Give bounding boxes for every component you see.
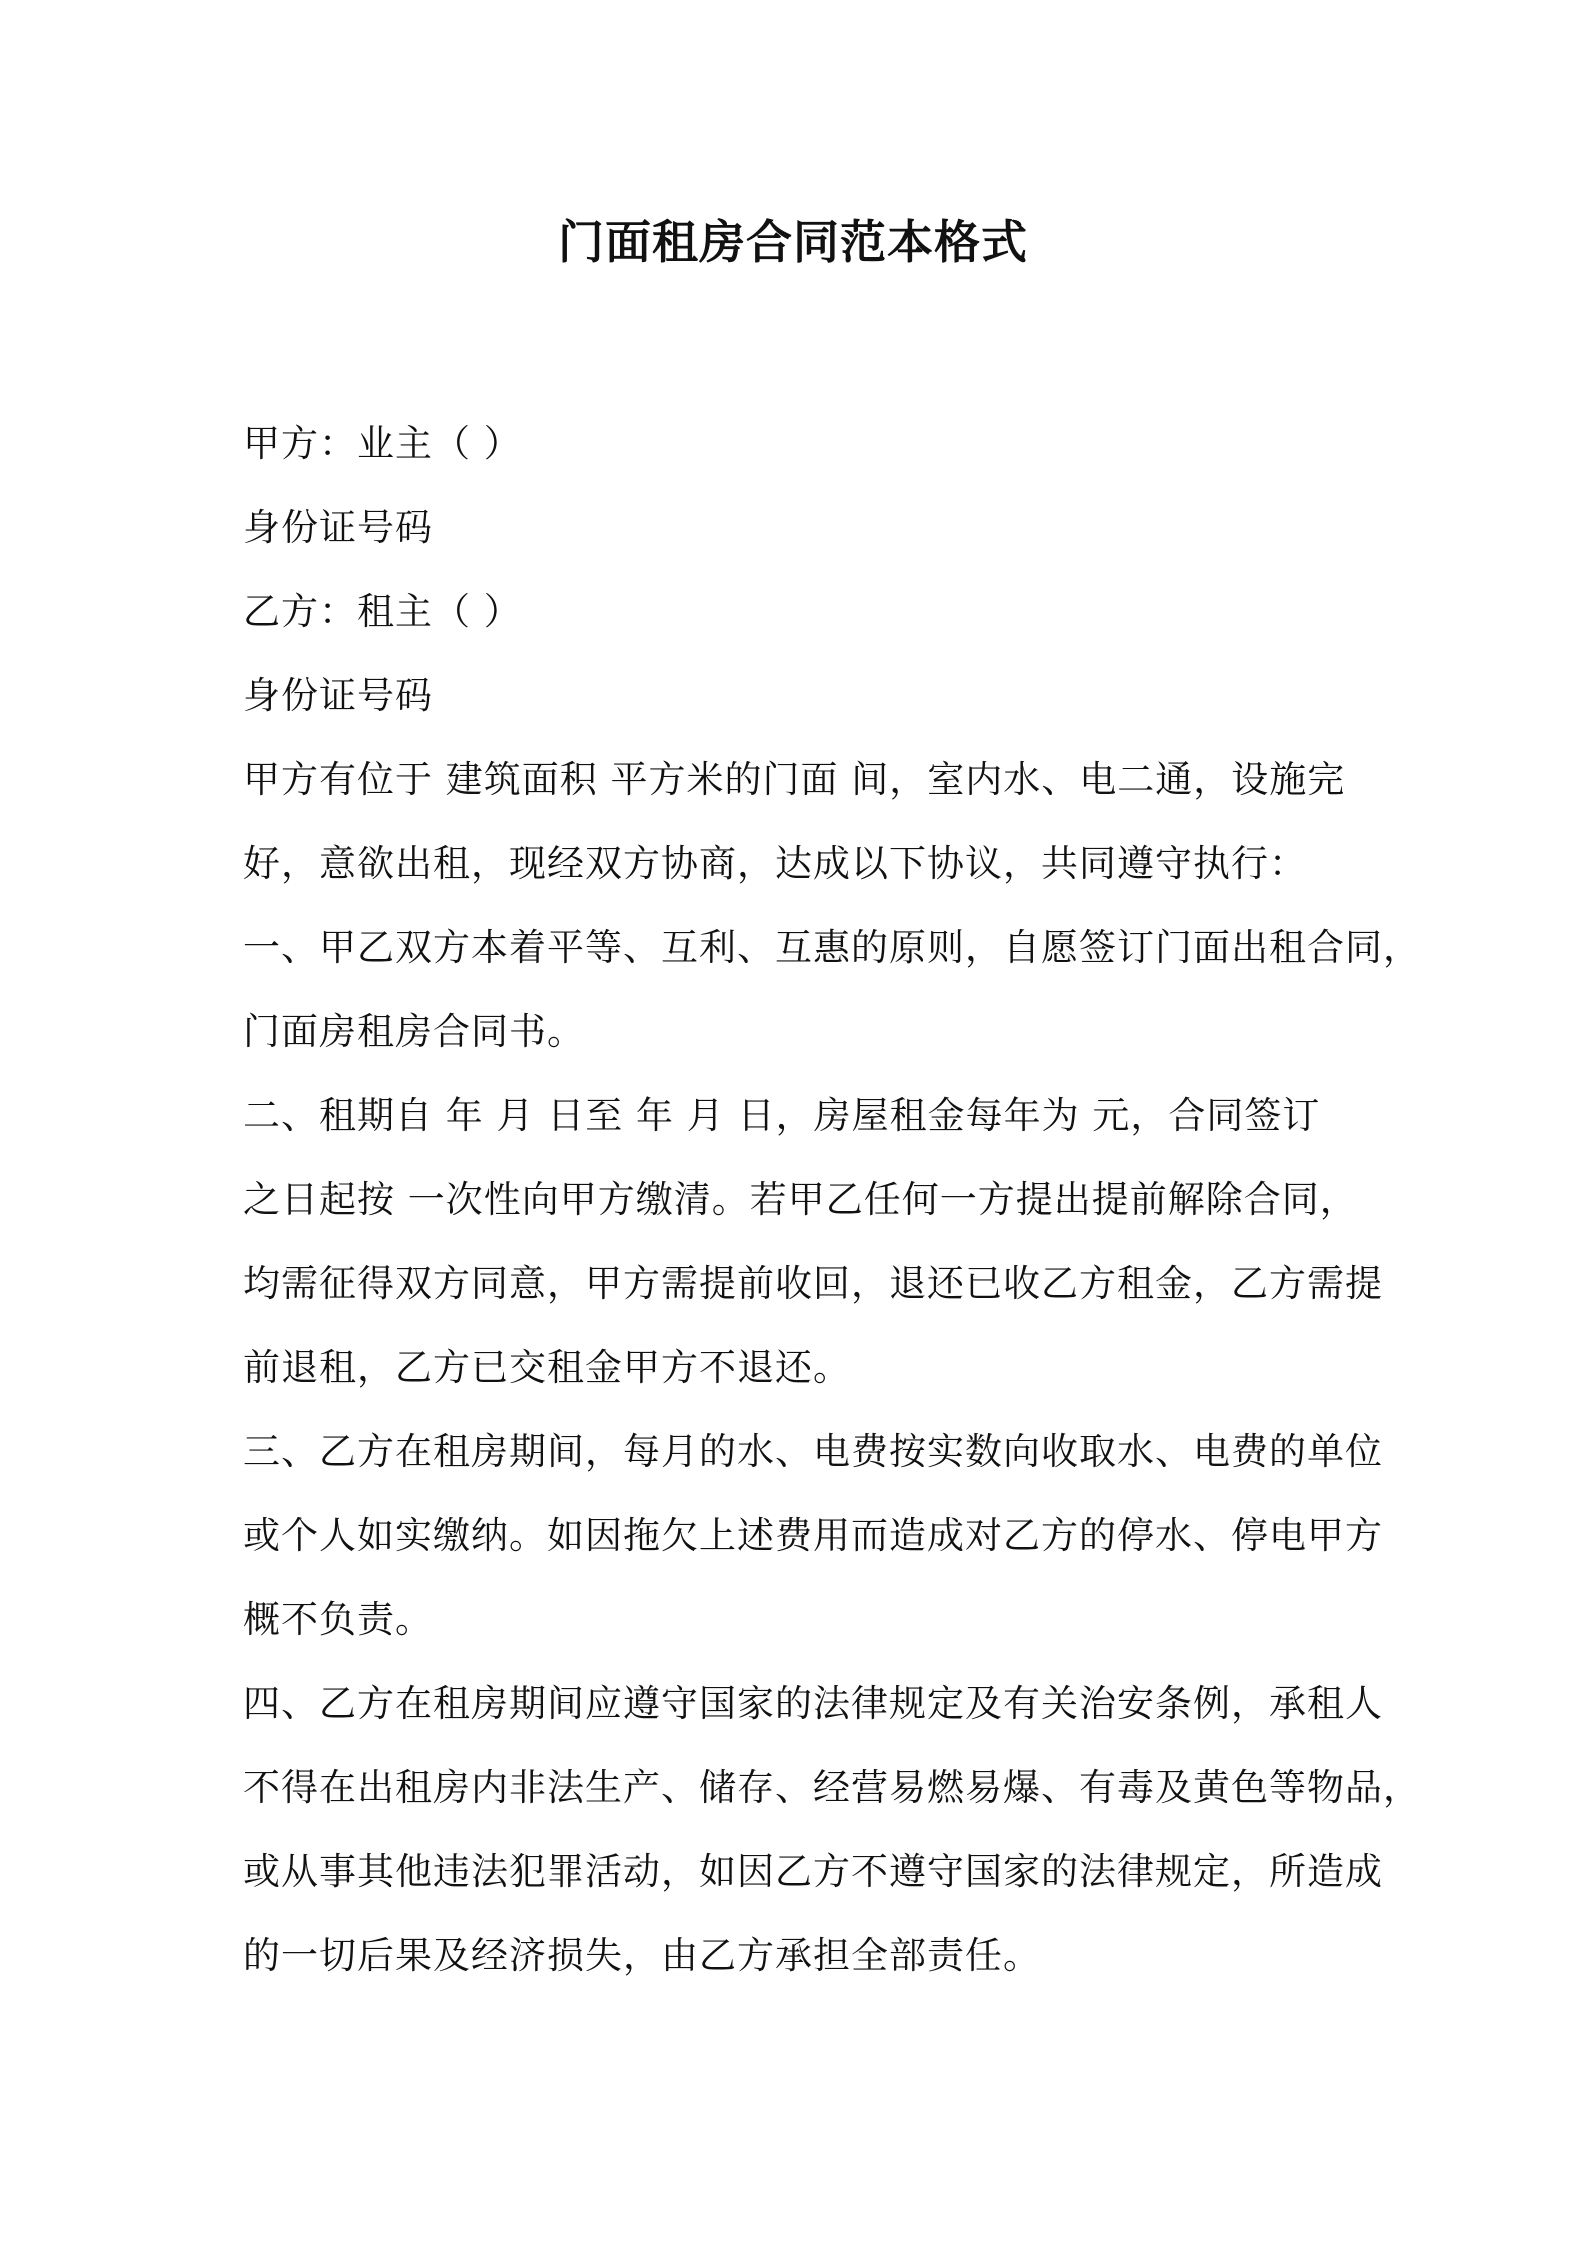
clause-4-line: 不得在出租房内非法生产、储存、经营易燃易爆、有毒及黄色等物品， [243,1766,1421,1809]
clause-2-line: 之日起按 一次性向甲方缴清。若甲乙任何一方提出提前解除合同， [243,1178,1358,1221]
clause-4-line: 四、乙方在租房期间应遵守国家的法律规定及有关治安条例，承租人 [243,1682,1383,1725]
clause-4-line: 或从事其他违法犯罪活动，如因乙方不遵守国家的法律规定，所造成 [243,1850,1383,1893]
intro-line: 好，意欲出租，现经双方协商，达成以下协议，共同遵守执行： [243,842,1307,885]
clause-4-line: 的一切后果及经济损失，由乙方承担全部责任。 [243,1934,1041,1977]
clause-1-line: 门面房租房合同书。 [243,1010,585,1053]
clause-3-line: 三、乙方在租房期间，每月的水、电费按实数向收取水、电费的单位 [243,1430,1383,1473]
party-a-id-line: 身份证号码 [243,506,433,549]
intro-line: 甲方有位于 建筑面积 平方米的门面 间，室内水、电二通，设施完 [243,758,1346,801]
document-title: 门面租房合同范本格式 [558,215,1028,269]
clause-3-line: 概不负责。 [243,1598,433,1641]
contract-body [243,402,1421,1998]
clause-2-line: 前退租，乙方已交租金甲方不退还。 [243,1346,851,1389]
party-b-id-line: 身份证号码 [243,674,433,717]
party-b-line: 乙方：租主（ ） [243,590,522,633]
clause-3-line: 或个人如实缴纳。如因拖欠上述费用而造成对乙方的停水、停电甲方 [243,1514,1383,1557]
party-a-line: 甲方：业主（ ） [243,422,522,465]
clause-2-line: 均需征得双方同意，甲方需提前收回，退还已收乙方租金，乙方需提 [243,1262,1383,1305]
clause-1-line: 一、甲乙双方本着平等、互利、互惠的原则，自愿签订门面出租合同， [243,926,1421,969]
clause-2-line: 二、租期自 年 月 日至 年 月 日，房屋租金每年为 元，合同签订 [243,1094,1321,1137]
